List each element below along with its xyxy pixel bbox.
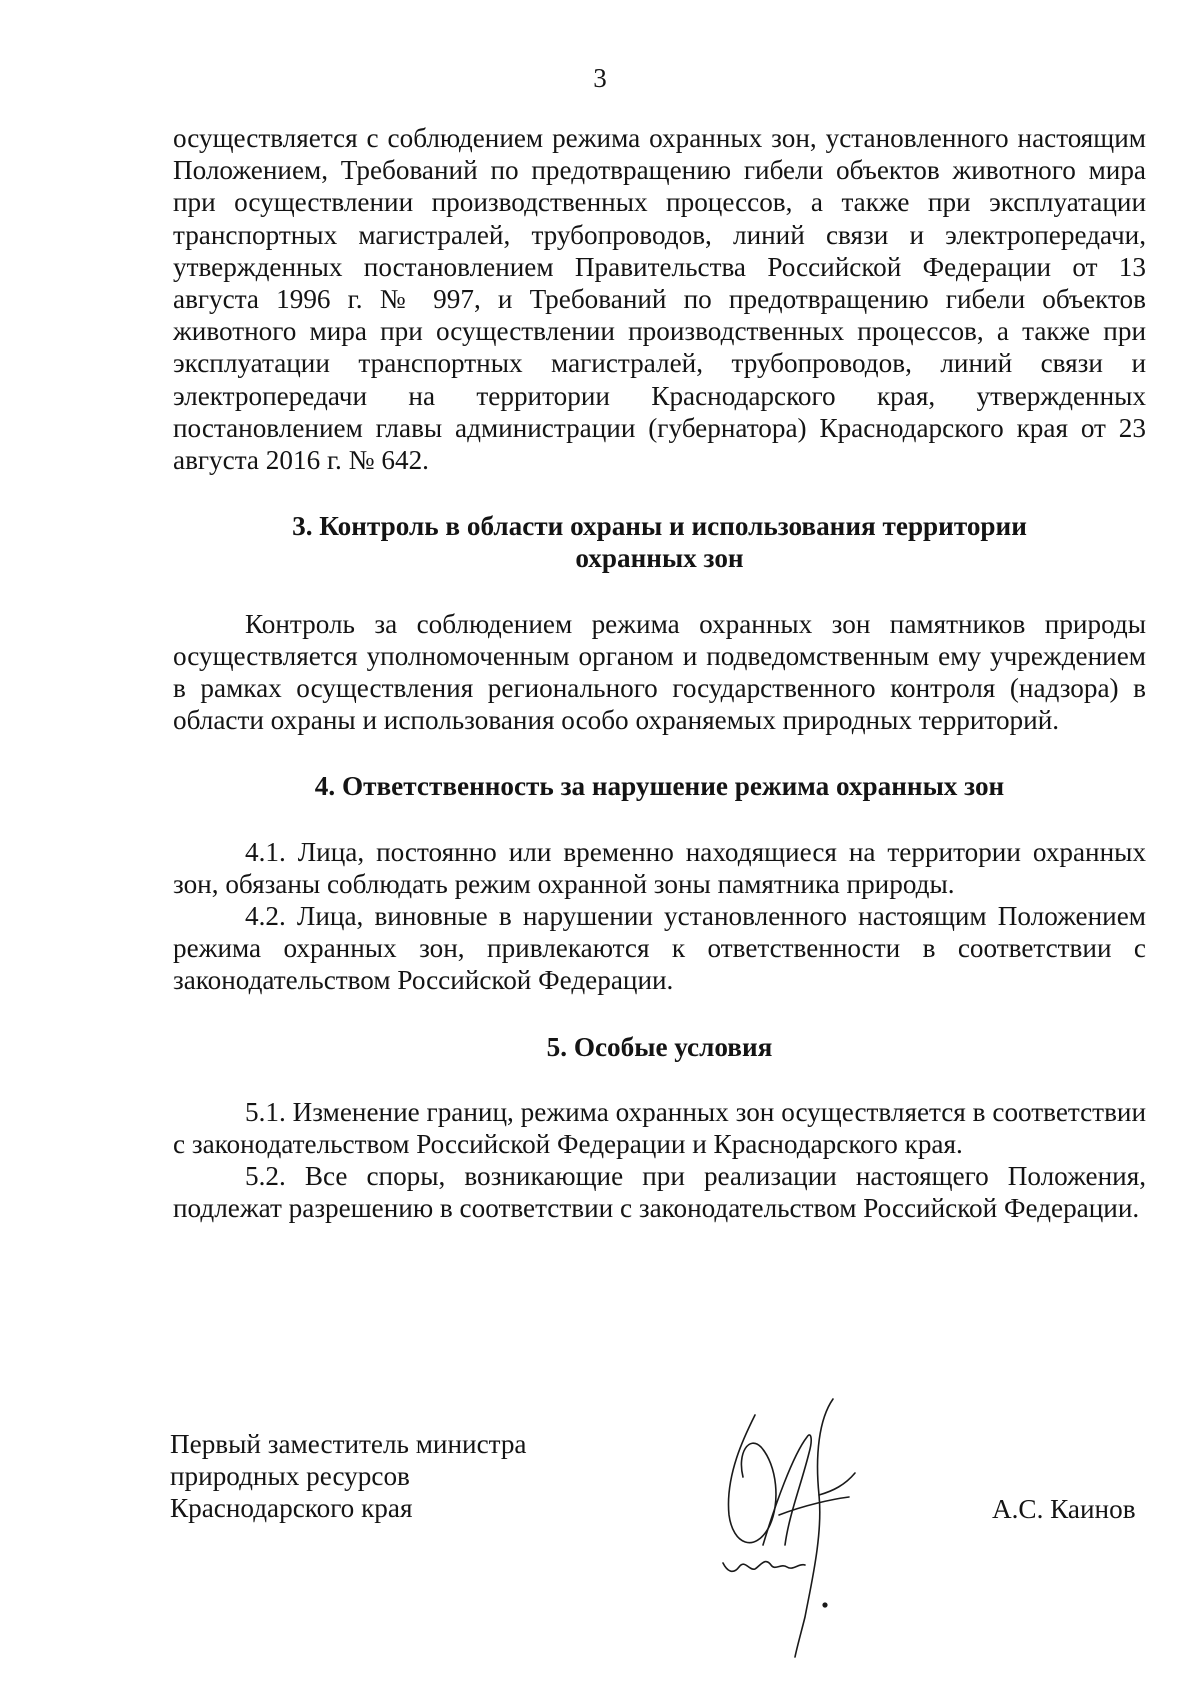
handwritten-signature: [715, 1395, 915, 1665]
section-5-body: [173, 1096, 1146, 1225]
section-5-paragraph-1: 5.1. Изменение границ, режима охранных зон осуществляется в соответствии с законодательством Российской Федерации и Краснодарского края.: [173, 1096, 1146, 1160]
page-number: 3: [593, 63, 607, 93]
section-4-paragraph-1: 4.1. Лица, постоянно или временно находящиеся на территории охранных зон, обязаны соблюдать режим охранной зоны памятника природы.: [173, 836, 1146, 899]
section-3-heading-line-2: охранных зон: [575, 543, 744, 574]
signatory-position-line-1: Первый заместитель министра: [170, 1429, 527, 1459]
continuation-paragraph: осуществляется с соблюдением режима охранных зон, установленного настоящим Положением, Требований по предотвращению гибели объектов животного мира при осуществлении производственных процессов, а также при эксплуатации транспортных магистралей, трубопроводов, линий связи и электропередачи, утвержденных постановлением Правительства Российской Федерации от 13 августа 1996 г. № 997, и Требований по предотвращению гибели объектов животного мира при осуществлении производственных процессов, а также при эксплуатации транспортных магистралей, трубопроводов, линий связи и электропередачи на территории Краснодарского края, утвержденных постановлением главы администрации (губернатора) Краснодарского края от 23 августа 2016 г. № 642.: [173, 123, 1146, 476]
signature-block: [0, 1395, 1200, 1665]
section-4-heading: 4. Ответственность за нарушение режима охранных зон: [314, 771, 1005, 802]
signature-dot: [823, 1603, 827, 1607]
signature-stroke-upstroke: [763, 1435, 811, 1545]
signature-stroke-base: [723, 1562, 805, 1572]
signature-stroke-loop: [728, 1415, 775, 1543]
signature-stroke-hook: [819, 1473, 855, 1495]
section-4-body: [173, 836, 1146, 997]
section-4: [173, 770, 1146, 802]
section-3: [173, 510, 1146, 574]
signatory-position: [170, 1428, 527, 1525]
signatory-position-line-3: Краснодарского края: [170, 1493, 413, 1524]
section-3-heading-line-1: 3. Контроль в области охраны и использования территории: [292, 511, 1027, 542]
section-3-paragraph-1: Контроль за соблюдением режима охранных зон памятников природы осуществляется уполномоченным органом и подведомственным ему учреждением в рамках осуществления регионального государственного контроля (надзора) в области охраны и использования особо охраняемых природных территорий.: [173, 608, 1146, 736]
signature-stroke-tail: [795, 1399, 833, 1657]
signatory-name: А.С. Каинов: [992, 1494, 1136, 1524]
signatory-position-line-2: природных ресурсов: [170, 1461, 410, 1492]
section-3-body: [173, 608, 1146, 737]
section-5-heading: 5. Особые условия: [546, 1031, 773, 1062]
section-5: [173, 1031, 1146, 1063]
section-5-paragraph-2: 5.2. Все споры, возникающие при реализации настоящего Положения, подлежат разрешению в соответствии с законодательством Российской Федерации.: [173, 1161, 1146, 1224]
signature-stroke-cross: [779, 1497, 849, 1515]
section-4-paragraph-2: 4.2. Лица, виновные в нарушении установленного настоящим Положением режима охранных зон, привлекаются к ответственности в соответствии с законодательством Российской Федерации.: [173, 901, 1146, 996]
document-body: [173, 122, 1146, 1225]
